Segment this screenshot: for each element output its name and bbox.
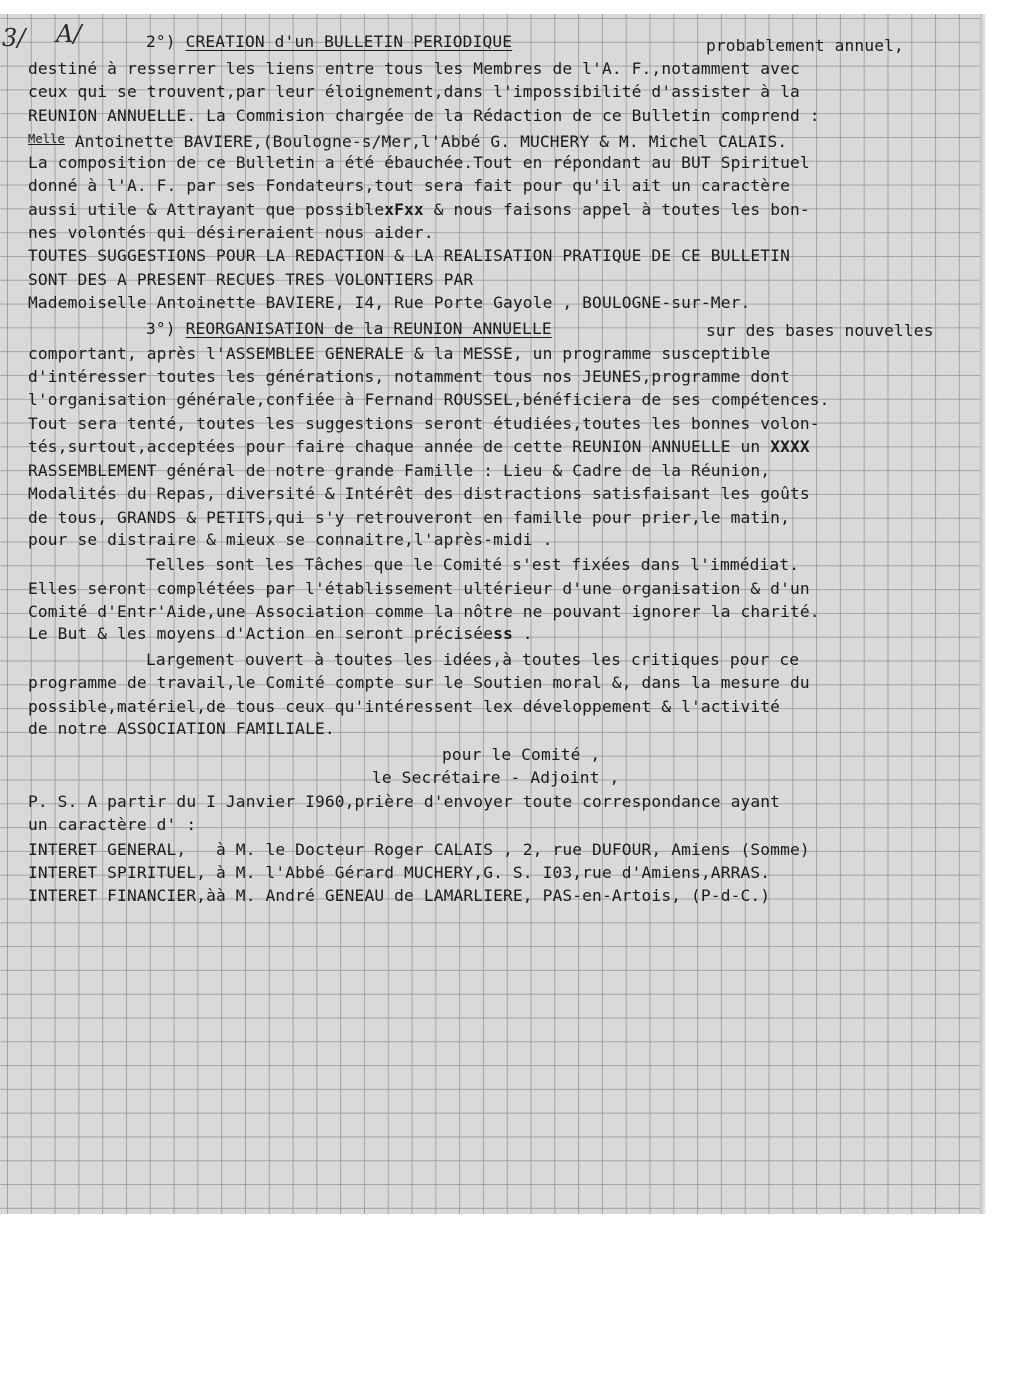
text-line: REUNION ANNUELLE. La Commision chargée de la Rédaction de ce Bulletin comprend : — [28, 106, 820, 125]
typed-over-text: XXXX — [770, 437, 810, 456]
text-line-with-strikeover — [28, 624, 533, 644]
typed-over-text: xFxx — [384, 200, 424, 219]
text-line: La composition de ce Bulletin a été ébauchée.Tout en répondant au BUT Spirituel — [28, 153, 810, 172]
members-text: Antoinette BAVIERE,(Boulogne-s/Mer,l'Abbé G. MUCHERY & M. Michel CALAIS. — [64, 132, 788, 151]
melle-abbreviation: Melle — [28, 132, 65, 146]
text-line: ceux qui se trouvent,par leur éloignement,dans l'impossibilité d'assister à la — [28, 82, 800, 101]
text-line: destiné à resserrer les liens entre tous les Membres de l'A. F.,notamment avec — [28, 59, 800, 78]
section2-number: 2°) — [146, 32, 176, 51]
section3-number: 3°) — [146, 319, 176, 338]
text-line: comportant, après l'ASSEMBLEE GENERALE & la MESSE, un programme susceptible — [28, 344, 771, 363]
signoff-line-1: pour le Comité , — [442, 745, 601, 764]
members-line — [28, 129, 787, 152]
text-line: l'organisation générale,confiée à Fernand ROUSSEL,bénéficiera de ses compétences. — [28, 390, 830, 409]
contact-spirituel: INTERET SPIRITUEL, à M. l'Abbé Gérard MUCHERY,G. S. I03,rue d'Amiens,ARRAS. — [28, 863, 771, 882]
text-line: SONT DES A PRESENT RECUES TRES VOLONTIERS PAR — [28, 270, 474, 289]
typed-over-text: ss — [493, 624, 513, 643]
handwritten-page-mark: 3/ — [2, 24, 26, 52]
section3-heading-tail: sur des bases nouvelles — [706, 321, 934, 340]
text-segment: tés,surtout,acceptées pour faire chaque année de cette REUNION ANNUELLE un — [28, 437, 771, 456]
section3-heading — [146, 319, 552, 339]
text-line-with-strikeover — [28, 437, 810, 457]
text-line: d'intéresser toutes les générations, notamment tous nos JEUNES,programme dont — [28, 367, 790, 386]
section3-title: REORGANISATION de la REUNION ANNUELLE — [185, 319, 552, 338]
text-line: Mademoiselle Antoinette BAVIERE, I4, Rue Porte Gayole , BOULOGNE-sur-Mer. — [28, 293, 751, 312]
text-line: RASSEMBLEMENT général de notre grande Famille : Lieu & Cadre de la Réunion, — [28, 461, 771, 480]
text-segment: . — [512, 624, 533, 643]
graph-paper-sheet — [0, 14, 980, 1214]
postscript-line: un caractère d' : — [28, 815, 197, 834]
text-line: Largement ouvert à toutes les idées,à toutes les critiques pour ce — [146, 650, 800, 669]
text-line: donné à l'A. F. par ses Fondateurs,tout sera fait pour qu'il ait un caractère — [28, 176, 790, 195]
contact-general: INTERET GENERAL, à M. le Docteur Roger CALAIS , 2, rue DUFOUR, Amiens (Somme) — [28, 840, 810, 859]
text-line: pour se distraire & mieux se connaitre,l'après-midi . — [28, 530, 553, 549]
text-line: de tous, GRANDS & PETITS,qui s'y retrouveront en famille pour prier,le matin, — [28, 508, 790, 527]
text-line: programme de travail,le Comité compte sur le Soutien moral &, dans la mesure du — [28, 673, 810, 692]
section2-heading-tail: probablement annuel, — [706, 36, 904, 55]
paper-edge-shadow — [980, 14, 986, 1214]
section2-title: CREATION d'un BULLETIN PERIODIQUE — [185, 32, 513, 51]
text-line: TOUTES SUGGESTIONS POUR LA REDACTION & LA REALISATION PRATIQUE DE CE BULLETIN — [28, 246, 790, 265]
text-segment: Le But & les moyens d'Action en seront précisée — [28, 624, 494, 643]
text-line: Comité d'Entr'Aide,une Association comme la nôtre ne pouvant ignorer la charité. — [28, 602, 820, 621]
text-line: Tout sera tenté, toutes les suggestions seront étudiées,toutes les bonnes volon- — [28, 414, 820, 433]
text-line: possible,matériel,de tous ceux qu'intéressent lex développement & l'activité — [28, 697, 781, 716]
text-line: Telles sont les Tâches que le Comité s'est fixées dans l'immédiat. — [146, 555, 800, 574]
text-line: nes volontés qui désireraient nous aider. — [28, 223, 434, 242]
contact-financier: INTERET FINANCIER,àà M. André GENEAU de LAMARLIERE, PAS-en-Artois, (P-d-C.) — [28, 886, 771, 905]
signoff-line-2: le Secrétaire - Adjoint , — [372, 768, 620, 787]
text-line-with-strikeover — [28, 200, 810, 220]
text-line: Modalités du Repas, diversité & Intérêt des distractions satisfaisant les goûts — [28, 484, 810, 503]
text-segment: & nous faisons appel à toutes les bon- — [423, 200, 810, 219]
handwritten-letter-mark: A/ — [56, 20, 82, 48]
text-line: Elles seront complétées par l'établissement ultérieur d'une organisation & d'un — [28, 579, 810, 598]
section2-heading — [146, 32, 512, 52]
text-line: de notre ASSOCIATION FAMILIALE. — [28, 719, 335, 738]
postscript-line: P. S. A partir du I Janvier I960,prière d'envoyer toute correspondance ayant — [28, 792, 781, 811]
text-segment: aussi utile & Attrayant que possible — [28, 200, 385, 219]
